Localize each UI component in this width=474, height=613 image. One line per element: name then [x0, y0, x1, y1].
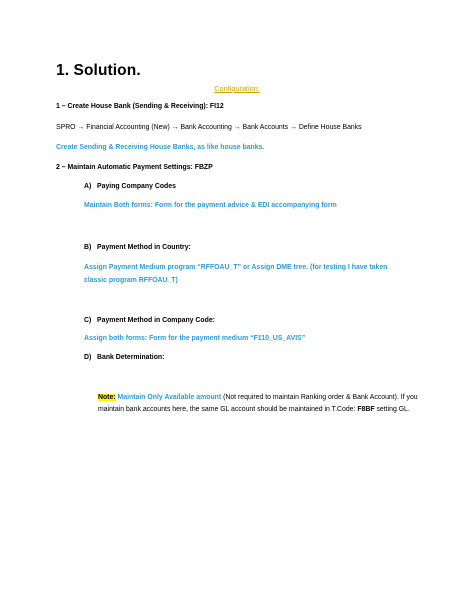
step2-a-label: A): [84, 183, 92, 190]
step2-heading: 2 – Maintain Automatic Payment Settings: FBZP: [56, 164, 213, 171]
step2-b-title: Payment Method in Country:: [97, 244, 191, 251]
configuration-heading: Configuration:: [214, 84, 260, 93]
step2-c-instruction: Assign both forms: Form for the payment medium “F110_US_AVIS”: [84, 335, 306, 342]
note-paragraph: [98, 392, 428, 415]
step2-a-title: Paying Company Codes: [97, 183, 176, 190]
step2-b-instruction-line2: classic program RFFOAU_T): [84, 277, 178, 284]
step2-c-label: C): [84, 317, 92, 324]
note-text-1: (Not required to maintain Ranking order & Bank Account). If you maintain bank accounts here, the same GL account should be maintained in T.Code:: [98, 394, 418, 413]
note-text-2: setting GL.: [374, 405, 410, 413]
note-label: Note:: [98, 394, 116, 401]
step2-d-heading: [84, 354, 164, 361]
step2-a-heading: [84, 183, 176, 190]
step1-path: SPRO → Financial Accounting (New) → Bank Accounting → Bank Accounts → Define House Banks: [56, 124, 362, 131]
step2-d-label: D): [84, 354, 92, 361]
step2-b-heading: [84, 244, 191, 251]
step2-c-title: Payment Method in Company Code:: [97, 317, 215, 324]
page-title: 1. Solution.: [56, 62, 141, 79]
note-highlight: Maintain Only Available amount: [115, 394, 222, 401]
note-tcode: F8BF: [357, 405, 375, 413]
step1-heading: 1 – Create House Bank (Sending & Receiving): FI12: [56, 103, 224, 110]
step1-instruction: Create Sending & Receiving House Banks, as like house banks.: [56, 144, 265, 151]
step2-b-instruction-line1: Assign Payment Medium program “RFFOAU_T” or Assign DME tree. (for testing I have taken: [84, 264, 388, 271]
step2-c-heading: [84, 317, 215, 324]
step2-d-title: Bank Determination:: [97, 354, 165, 361]
step2-a-instruction: Maintain Both forms: Form for the payment advice & EDI accompanying form: [84, 202, 337, 209]
step2-b-label: B): [84, 244, 92, 251]
